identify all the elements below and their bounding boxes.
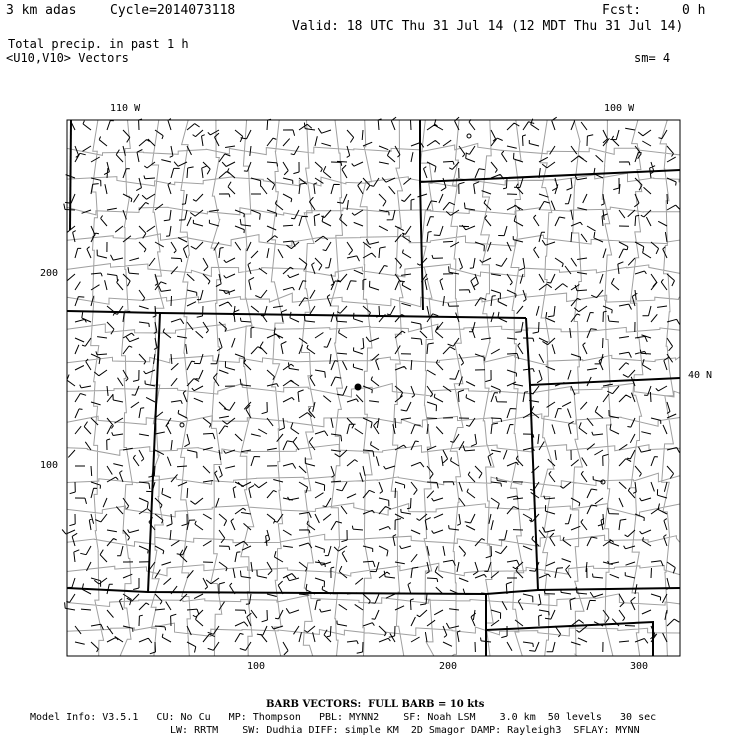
x-tick-300: 300 <box>630 661 649 672</box>
model-info-line1: Model Info: V3.5.1 CU: No Cu MP: Thompson PBL: MYNN2 SF: Noah LSM 3.0 km 50 levels 30 sec <box>30 712 657 723</box>
valid-time: Valid: 18 UTC Thu 31 Jul 14 (12 MDT Thu 31 Jul 14) <box>292 19 684 34</box>
x-tick-100: 100 <box>247 661 266 672</box>
lon-label-110w: 110 W <box>110 103 141 114</box>
county-borders <box>67 120 680 656</box>
y-tick-100: 100 <box>40 460 59 471</box>
field-title-vectors: <U10,V10> Vectors <box>6 51 129 65</box>
lat-label-40n: 40 N <box>688 370 713 381</box>
county-border-lines <box>67 120 680 656</box>
forecast-value: 0 h <box>682 3 706 18</box>
city-marker-denver <box>355 384 362 391</box>
forecast-label: Fcst: <box>602 3 642 18</box>
city-marker-small <box>467 134 471 138</box>
field-title-precip: Total precip. in past 1 h <box>8 37 189 51</box>
cycle-label: Cycle=2014073118 <box>110 3 236 18</box>
y-tick-200: 200 <box>40 268 59 279</box>
city-marker-small <box>180 423 184 427</box>
model-name: 3 km adas <box>6 3 77 18</box>
x-tick-200: 200 <box>439 661 458 672</box>
smoothing-label: sm= 4 <box>634 51 671 65</box>
lon-label-100w: 100 W <box>604 103 635 114</box>
model-info-line2: LW: RRTM SW: Dudhia DIFF: simple KM 2D Smagor DAMP: Rayleigh3 SFLAY: MYNN <box>170 725 640 736</box>
barb-legend: BARB VECTORS: FULL BARB = 10 kts <box>266 699 485 710</box>
